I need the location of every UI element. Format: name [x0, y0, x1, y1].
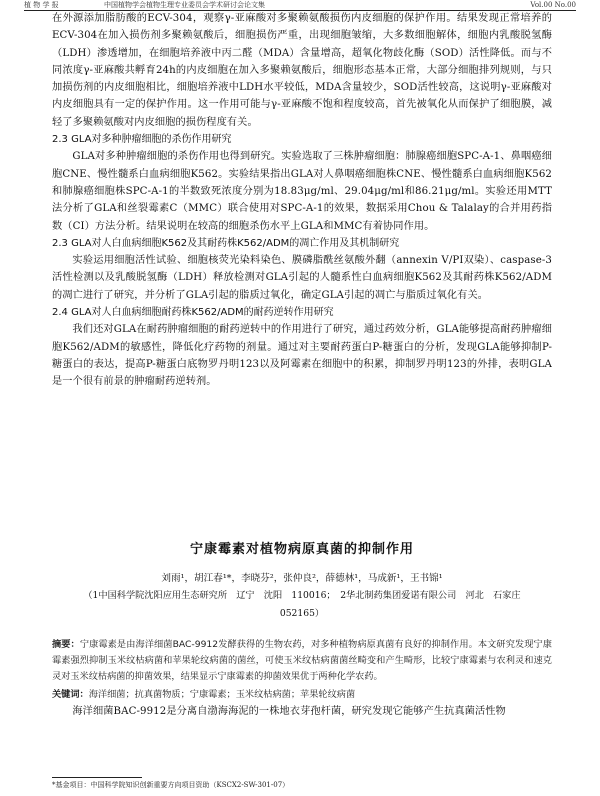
section-heading-apoptosis: 2.3 GLA对人白血病细胞K562及其耐药株K562/ADM的凋亡作用及其机制研究	[52, 237, 400, 249]
running-header-left: 植 物 学 报	[24, 1, 59, 9]
running-header-right: Vol.00 No.00	[530, 1, 576, 9]
article-authors: 刘雨¹，胡江春¹*，李晓芬²，张仲良²，薛德林¹，马成新¹，王书锦¹	[161, 573, 443, 584]
new-article	[52, 538, 552, 720]
paragraph-tumor-killing: GLA对多种肿瘤细胞的杀伤作用也得到研究。实验选取了三株肿瘤细胞：肺腺癌细胞SPC-A-1、鼻咽癌细胞CNE、慢性髓系白血病细胞K562。实验结果指出GLA对人鼻咽癌细胞株CNE、慢性髓系白血病细胞K562和肺腺癌细胞株SPC-A-1的半数致死浓度分别为18.83μg/ml、29.04μg/ml和86.21μg/ml。实验还用MTT法分析了GLA和丝裂霉素C（MMC）联合使用对SPC-A-1的效果，数据采用Chou & Talalay的合并用药指数（CI）方法分析。结果说明在较高的细胞杀伤水平上GLA和MMC有着协同作用。	[52, 151, 552, 232]
abstract-label: 摘要：	[52, 639, 80, 650]
footnote-divider	[52, 777, 142, 778]
running-header-center: 中国植物学会植物生理专业委员会学术研讨会论文集	[104, 1, 265, 9]
keywords-label: 关键词：	[52, 689, 89, 700]
section-heading-resistance-reversal: 2.4 GLA对人白血病细胞耐药株K562/ADM的耐药逆转作用研究	[52, 307, 334, 319]
paragraph-apoptosis: 实验运用细胞活性试验、细胞核荧光染料染色、膜磷脂酰丝氨酸外翻（annexin V/PI双染）、caspase-3活性检测以及乳酸脱氢酶（LDH）释放检测对GLA引起的人髓系性白血病细胞K562及其耐药株K562/ADM的凋亡进行了研究，并分析了GLA引起的脂质过氧化，确定GLA引起的凋亡与脂质过氧化有关。	[52, 255, 552, 301]
abstract-text: 宁康霉素是由海洋细菌BAC-9912发酵获得的生物农药，对多种植物病原真菌有良好的抑制作用。本文研究发现宁康霉素强烈抑制玉米纹枯病菌和苹果轮纹病菌的菌丝，可使玉米纹枯病菌菌丝畸变和产生畸形，比较宁康霉素与农利灵和速克灵对玉米纹枯病菌的抑菌效果，结果显示宁康霉素的抑菌效果优于两种化学农药。	[52, 639, 552, 682]
article-affiliation: （1中国科学院沈阳应用生态研究所 辽宁 沈阳 110016； 2华北制药集团爱诺有限公司 河北 石家庄 052165）	[83, 590, 530, 619]
article-title: 宁康霉素对植物病原真菌的抑制作用	[189, 542, 414, 557]
paragraph-protective-effect: 在外源添加脂肪酸的ECV-304，观察γ-亚麻酸对多聚赖氨酸损伤内皮细胞的保护作用。结果发现正常培养的ECV-304在加入损伤剂多聚赖氨酸后，细胞损伤严重，出现细胞皱缩，大多数细胞解体，细胞内乳酸脱氢酶（LDH）渗透增加，在细胞培养液中丙二醛（MDA）含量增高，超氧化物歧化酶（SOD）活性降低。而与不同浓度γ-亚麻酸共孵育24h的内皮细胞在加入多聚赖氨酸后，细胞形态基本正常，大部分细胞排列规则，与只加损伤剂的内皮细胞相比，细胞培养液中LDH水平较低，MDA含量较少，SOD活性较高，这说明γ-亚麻酸对内皮细胞具有一定的保护作用。这一作用可能与γ-亚麻酸不饱和程度较高，首先被氧化从而保护了细胞膜，减轻了多聚赖氨酸对内皮细胞的损伤程度有关。	[52, 13, 552, 128]
paragraph-resistance-reversal: 我们还对GLA在耐药肿瘤细胞的耐药逆转中的作用进行了研究，通过药效分析，GLA能够提高耐药肿瘤细胞K562/ADM的敏感性，降低化疗药物的剂量。通过对主要耐药蛋白P-糖蛋白的分析，发现GLA能够抑制P-糖蛋白的表达，提高P-糖蛋白底物罗丹明123以及阿霉素在细胞中的积累，抑制罗丹明123的外排，表明GLA是一个很有前景的肿瘤耐药逆转剂。	[52, 324, 552, 388]
article-keywords	[52, 687, 552, 703]
section-heading-tumor-killing: 2.3 GLA对多种肿瘤细胞的杀伤作用研究	[52, 134, 232, 146]
keywords-text: 海洋细菌；抗真菌物质；宁康霉素；玉米纹枯病菌；苹果轮纹病菌	[88, 689, 356, 700]
article-intro-paragraph: 海洋细菌BAC-9912是分离自渤海海泥的一株地衣芽孢杆菌，研究发现它能够产生抗真菌活性物	[72, 706, 506, 717]
previous-article-body	[52, 10, 552, 391]
footnote: *基金项目：中国科学院知识创新重要方向项目资助（KSCX2-SW-301-07）	[52, 781, 290, 789]
article-abstract	[52, 637, 552, 685]
